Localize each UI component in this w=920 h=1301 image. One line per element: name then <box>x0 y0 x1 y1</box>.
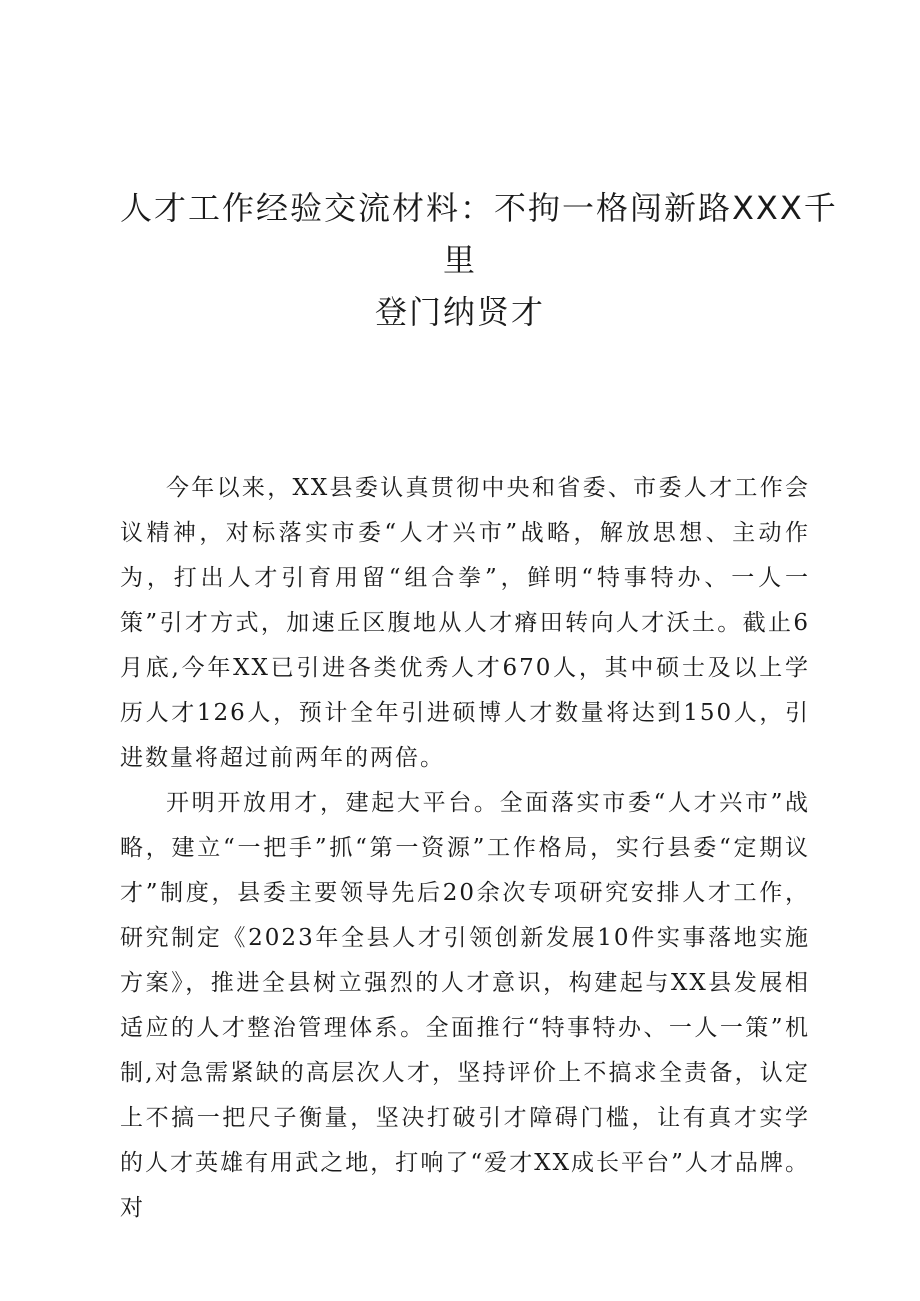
title-line-1: 人才工作经验交流材料：不拘一格闯新路XXX千 <box>120 189 838 227</box>
title-line-3: 登门纳贤才 <box>374 293 545 331</box>
paragraph-open-talent-platform: 开明开放用才，建起大平台。全面落实市委“人才兴市”战略，建立“一把手”抓“第一资源”工作格局，实行县委“定期议才”制度，县委主要领导先后20余次专项研究安排人才工作，研究制定《2023年全县人才引领创新发展10件实事落地实施方案》，推进全县树立强烈的人才意识，构建起与XX县发展相适应的人才整治管理体系。全面推行“特事特办、一人一策”机制,对急需紧缺的高层次人才，坚持评价上不搞求全责备，认定上不搞一把尺子衡量，坚决打破引才障碍门槛，让有真才实学的人才英雄有用武之地，打响了“爱才XX成长平台”人才品牌。对 <box>120 790 810 1221</box>
paragraph-intro: 今年以来，XX县委认真贯彻中央和省委、市委人才工作会议精神，对标落实市委“人才兴市”战略，解放思想、主动作为，打出人才引育用留“组合拳”，鲜明“特事特办、一人一策”引才方式，加速丘区腹地从人才瘠田转向人才沃土。截止6月底,今年XX已引进各类优秀人才670人，其中硕士及以上学历人才126人，预计全年引进硕博人才数量将达到150人，引进数量将超过前两年的两倍。 <box>120 475 810 771</box>
document-body <box>120 466 810 1231</box>
document-title <box>120 182 838 338</box>
title-line-2: 里 <box>442 241 477 279</box>
